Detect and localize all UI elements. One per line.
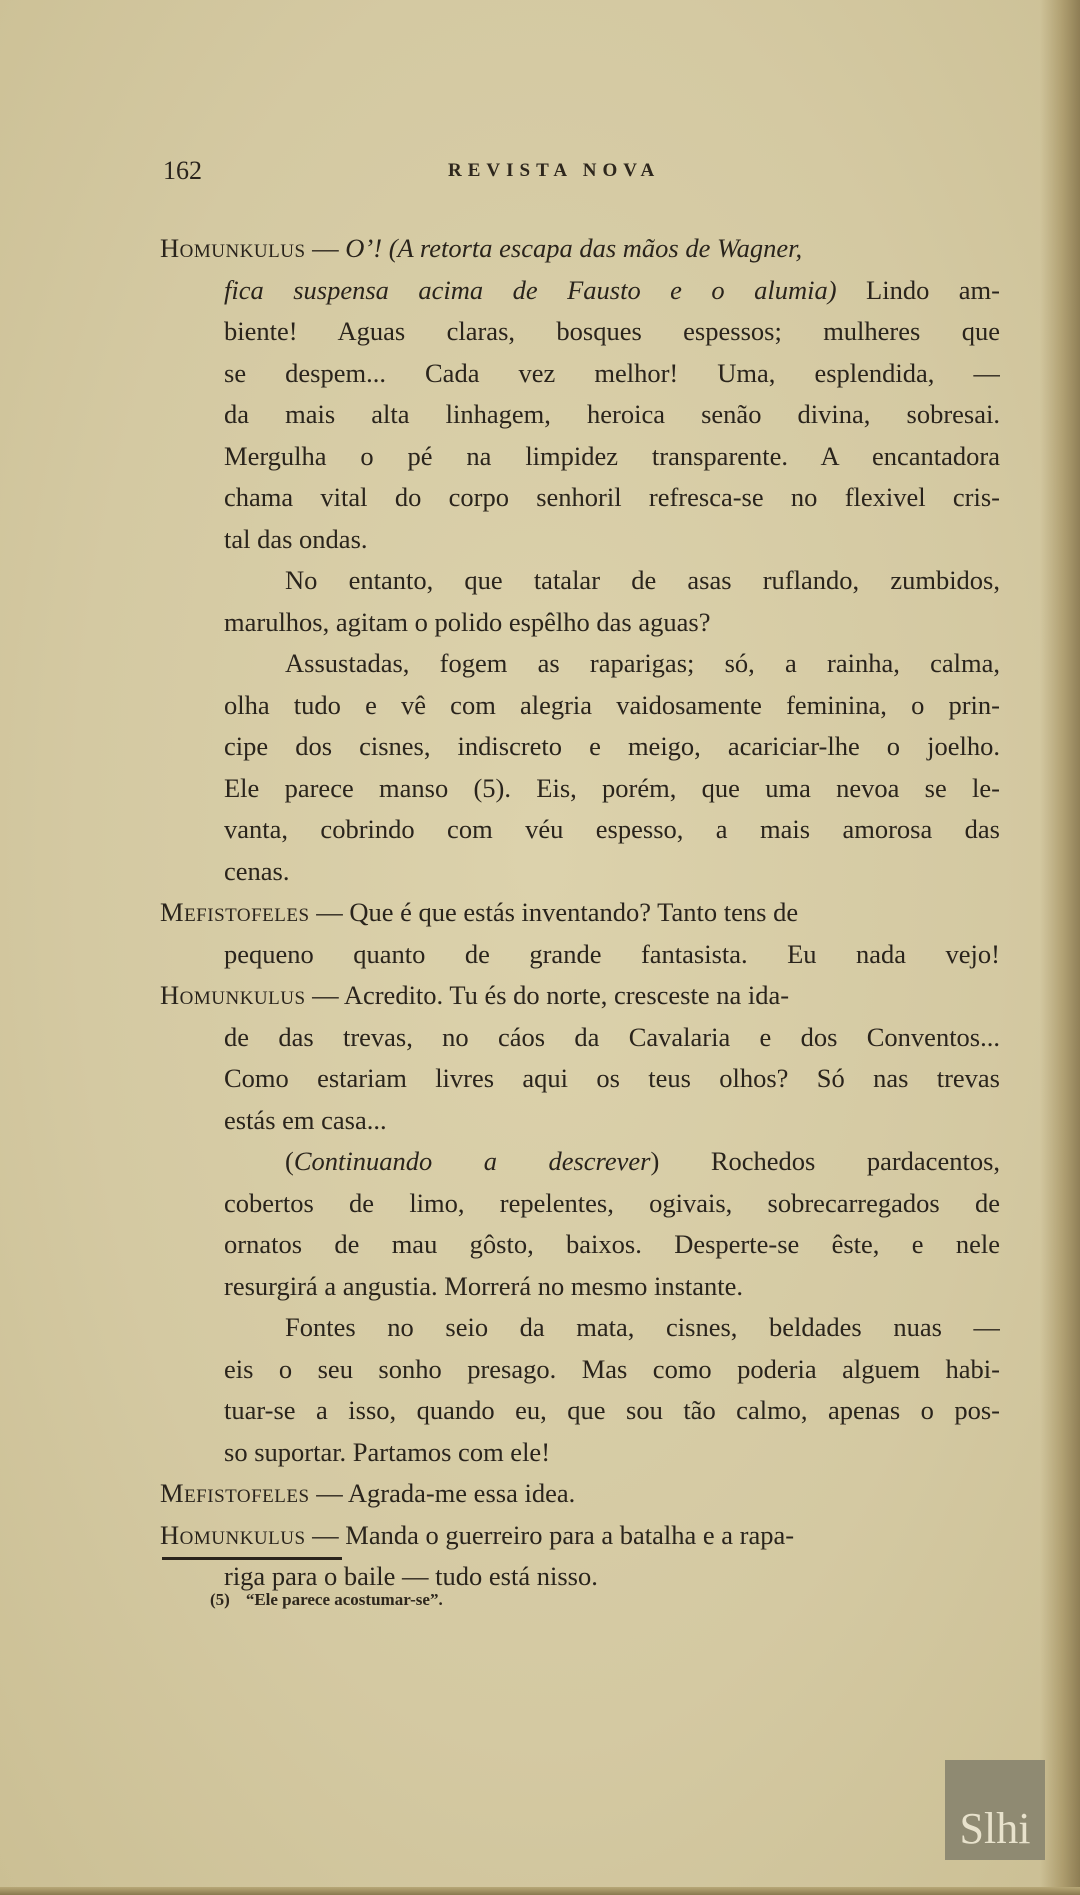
text-line: tuar-se a isso, quando eu, que sou tão calmo, apenas o pos-: [224, 1395, 1000, 1425]
text-line: cobertos de limo, repelentes, ogivais, sobrecarregados de: [224, 1187, 1000, 1218]
footnote-text: “Ele parece acostumar-se”.: [245, 1590, 443, 1609]
page-edge: [0, 1887, 1080, 1895]
text-line: biente! Aguas claras, bosques espessos; mulheres que: [224, 316, 1000, 346]
text-line: Homunkulus — O’! (A retorta escapa das mãos de Wagner,: [160, 233, 803, 263]
text-line: da mais alta linhagem, heroica senão divina, sobresai.: [224, 399, 1000, 429]
text-line: vanta, cobrindo com véu espesso, a mais amorosa das: [224, 814, 1000, 844]
dialogue-body: [160, 228, 1000, 1598]
running-title: REVISTA NOVA: [448, 160, 661, 181]
speaker-homunkulus: Homunkulus: [160, 980, 306, 1010]
text-line: pequeno quanto de grande fantasista. Eu nada vejo!: [224, 938, 1000, 969]
text-line: Como estariam livres aqui os teus olhos? Só nas trevas: [224, 1063, 1000, 1093]
text-line: estás em casa...: [224, 1104, 387, 1135]
text-line: Mefistofeles — Agrada-me essa idea.: [160, 1478, 576, 1508]
text-line: Fontes no seio da mata, cisnes, beldades nuas —: [285, 1312, 1000, 1342]
text-line: de das trevas, no cáos da Cavalaria e dos Conventos...: [224, 1021, 1000, 1052]
text-line: ornatos de mau gôsto, baixos. Desperte-se êste, e nele: [224, 1229, 1000, 1259]
text-line: tal das ondas.: [224, 523, 368, 554]
text-line: cipe dos cisnes, indiscreto e meigo, acariciar-lhe o joelho.: [224, 731, 1000, 761]
text-line: Assustadas, fogem as raparigas; só, a rainha, calma,: [285, 648, 1000, 678]
text-line: chama vital do corpo senhoril refresca-se no flexivel cris-: [224, 482, 1000, 512]
text-line: cenas.: [224, 855, 290, 886]
text-line: Mergulha o pé na limpidez transparente. A encantadora: [224, 440, 1000, 471]
text-line: eis o seu sonho presago. Mas como poderia alguem habi-: [224, 1353, 1000, 1384]
page-number: 162: [163, 156, 202, 185]
speaker-homunkulus: Homunkulus: [160, 1519, 306, 1550]
text-line: se despem... Cada vez melhor! Uma, esplendida, —: [224, 357, 1000, 388]
text-line: Ele parece manso (5). Eis, porém, que uma nevoa se le-: [224, 772, 1000, 803]
watermark-logo: Slhi: [945, 1760, 1045, 1860]
footnote-rule: [162, 1557, 342, 1560]
speaker-mefistofeles: Mefistofeles: [160, 1478, 310, 1508]
footnote: [210, 1590, 443, 1610]
text-line: so suportar. Partamos com ele!: [224, 1436, 551, 1467]
text-line: Homunkulus — Acredito. Tu és do norte, cresceste na ida-: [160, 980, 790, 1010]
text-line: resurgirá a angustia. Morrerá no mesmo instante.: [224, 1270, 744, 1301]
text-line: fica suspensa acima de Fausto e o alumia) Lindo am-: [224, 274, 1000, 305]
text-line: marulhos, agitam o polido espêlho das aguas?: [224, 606, 711, 637]
text-line: (Continuando a descrever) Rochedos pardacentos,: [285, 1146, 1000, 1176]
footnote-number: (5): [210, 1590, 230, 1609]
text-line: olha tudo e vê com alegria vaidosamente feminina, o prin-: [224, 689, 1000, 720]
speaker-mefistofeles: Mefistofeles: [160, 897, 310, 927]
text-line: No entanto, que tatalar de asas ruflando, zumbidos,: [285, 565, 1000, 595]
text-line: riga para o baile — tudo está nisso.: [224, 1561, 598, 1591]
speaker-homunkulus: Homunkulus: [160, 233, 306, 263]
text-line: Mefistofeles — Que é que estás inventando? Tanto tens de: [160, 897, 799, 927]
text-line: Homunkulus — Manda o guerreiro para a batalha e a rapa-: [160, 1519, 795, 1550]
